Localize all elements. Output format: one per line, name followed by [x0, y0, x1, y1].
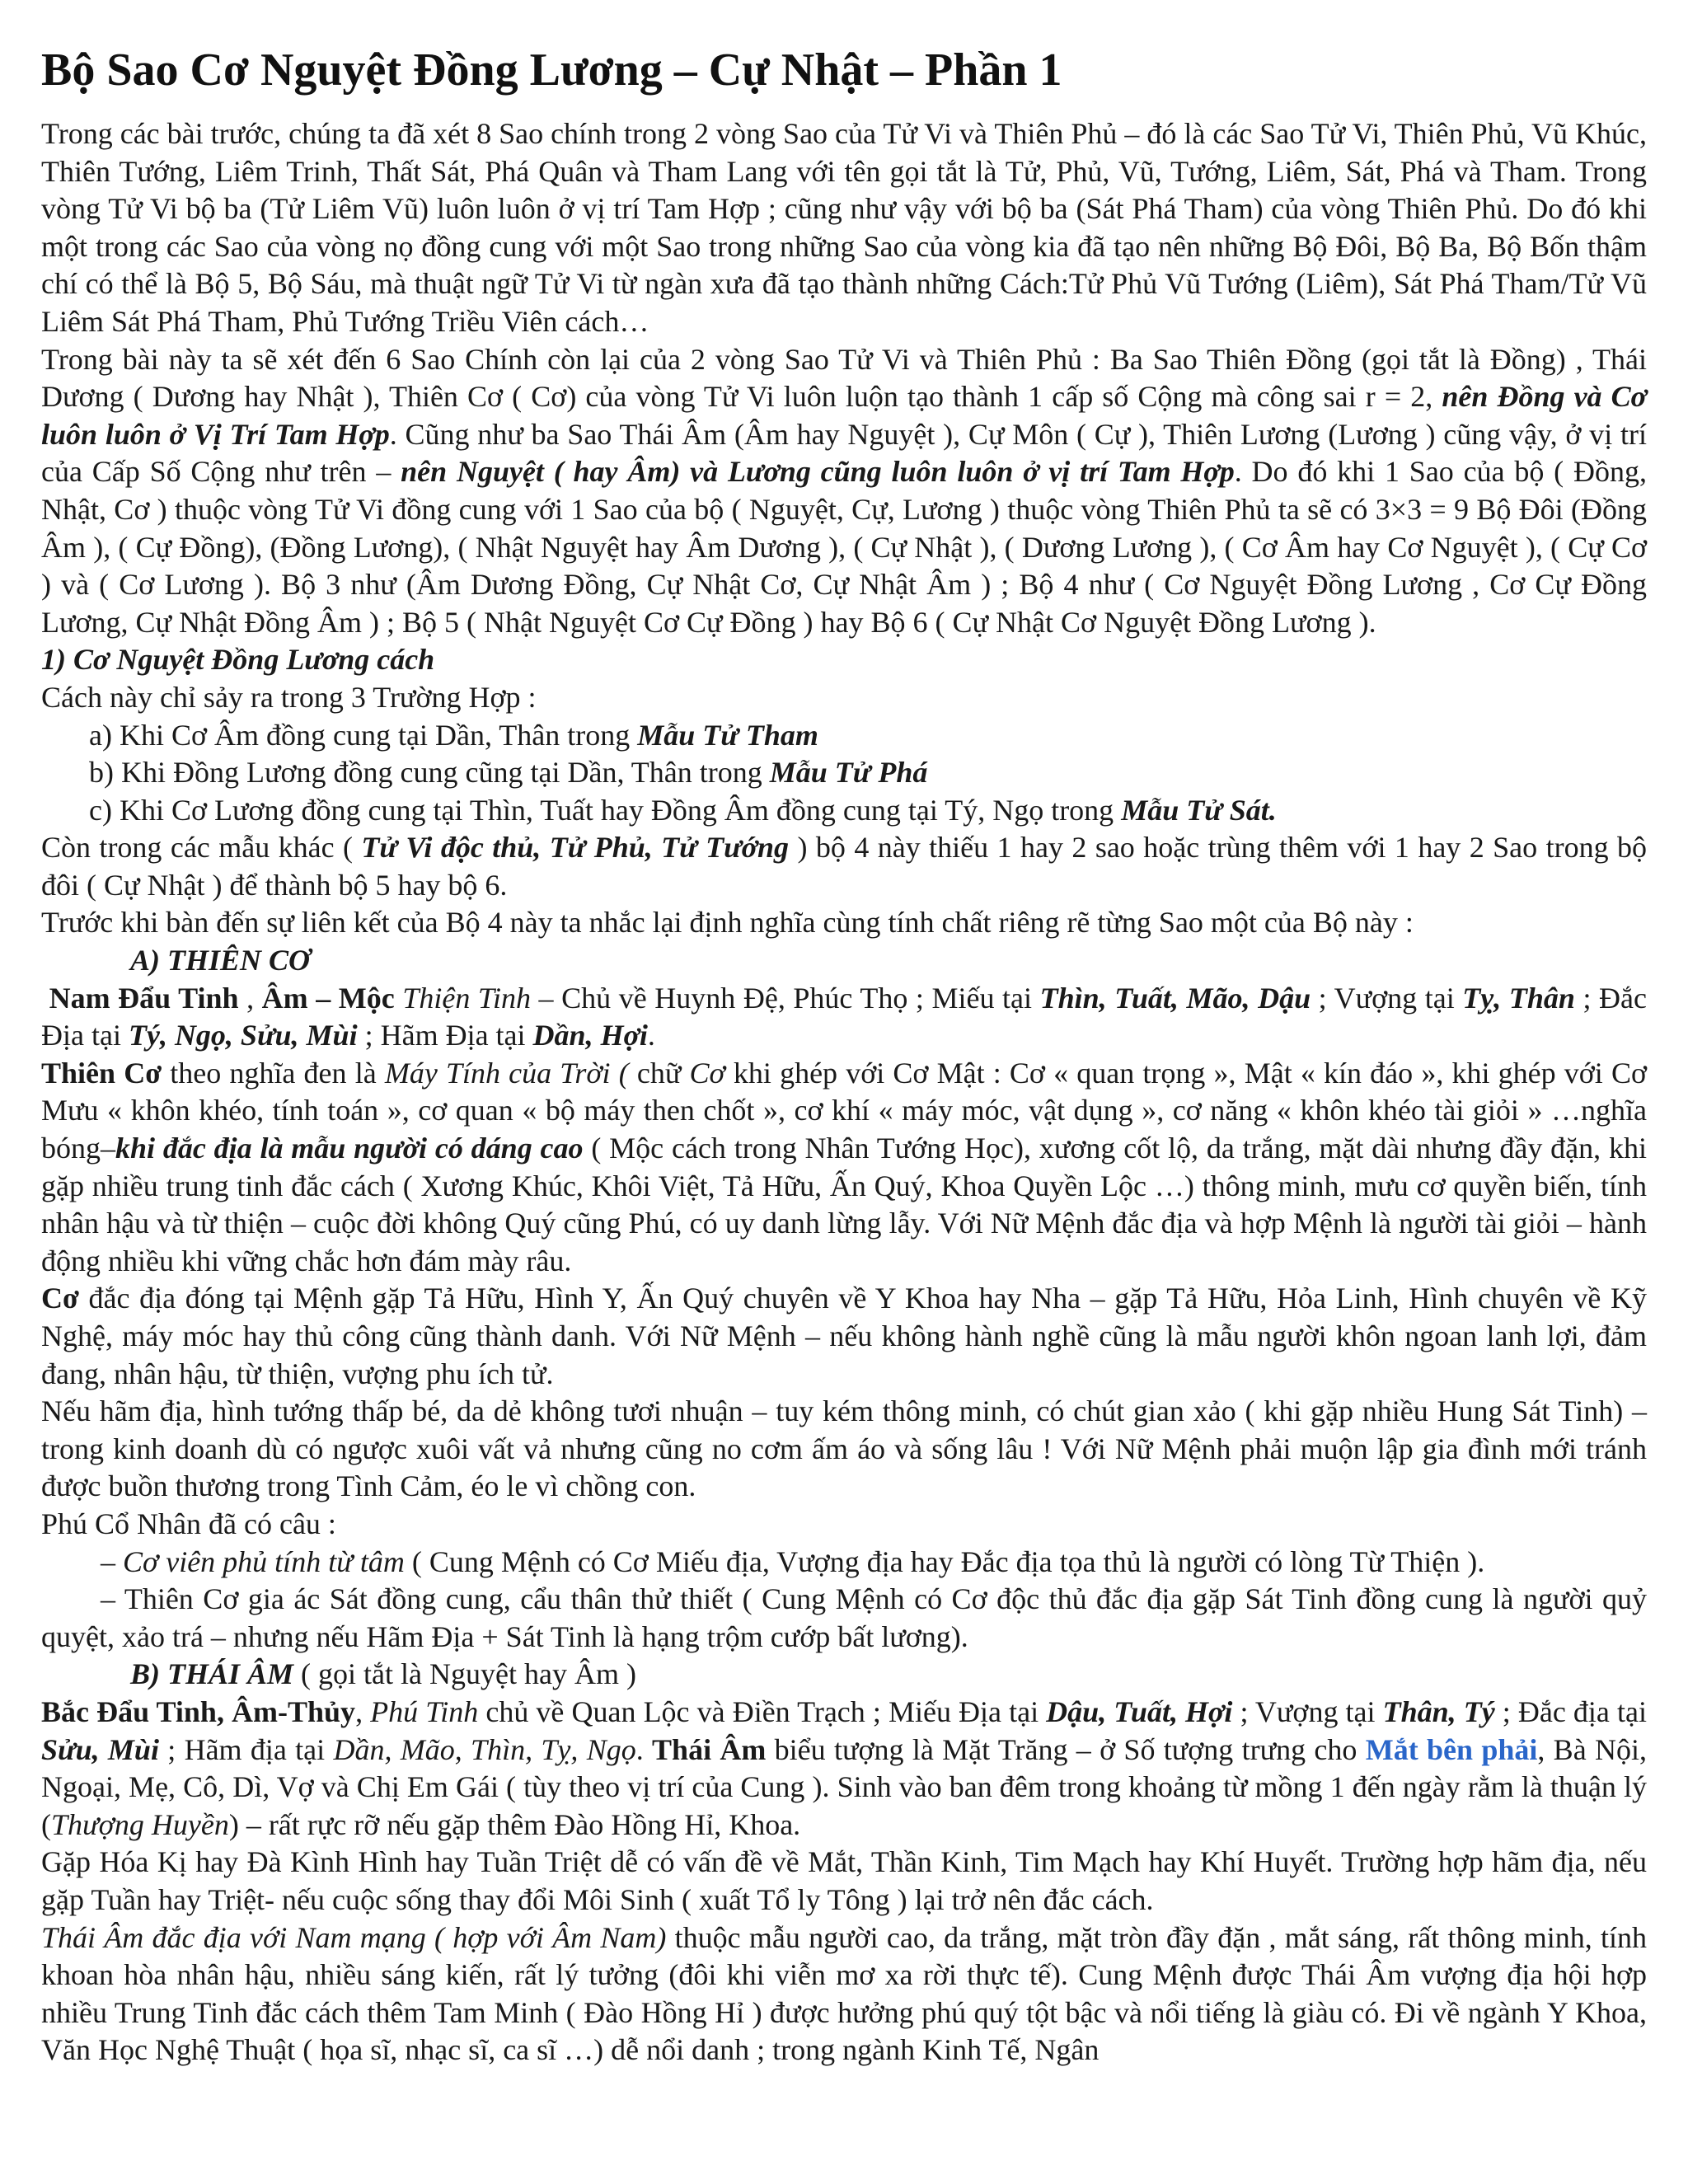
intro-paragraph: Trong các bài trước, chúng ta đã xét 8 Sao chính trong 2 vòng Sao của Tử Vi và Thiên Phủ – đó là các Sao Tử Vi, Thiên Phủ, Vũ Khúc, Thiên Tướng, Liêm Trinh, Thất Sát, Phá Quân và Tham Lang với tên gọi tắt là Tử, Phủ, Vũ, Tướng, Liêm, Sát, Phá và Tham. Trong vòng Tử Vi bộ ba (Tử Liêm Vũ) luôn luôn ở vị trí Tam Hợp ; cũng như vậy với bộ ba (Sát Phá Tham) của vòng Thiên Phủ. Do đó khi một trong các Sao của vòng nọ đồng cung với một Sao trong những Sao của vòng kia đã tạo nên những Bộ Đôi, Bộ Ba, Bộ Bốn thậm chí có thể là Bộ 5, Bộ Sáu, mà thuật ngữ Tử Vi từ ngàn xưa đã tạo thành những Cách:Tử Phủ Vũ Tướng (Liêm), Sát Phá Tham/Tử Vũ Liêm Sát Phá Tham, Phủ Tướng Triều Viên cách…	[41, 117, 1647, 338]
overview-paragraph: Trong bài này ta sẽ xét đến 6 Sao Chính còn lại của 2 vòng Sao Tử Vi và Thiên Phủ : Ba Sao Thiên Đồng (gọi tắt là Đồng) , Thái Dương ( Dương hay Nhật ), Thiên Cơ ( Cơ) của vòng Tử Vi luôn luộn tạo thành 1 cấp số Cộng mà công sai r = 2, nên Đồng và Cơ luôn luôn ở Vị Trí Tam Hợp. Cũng như ba Sao Thái Âm (Âm hay Nguyệt ), Cự Môn ( Cự ), Thiên Lương (Lương ) cũng vậy, ở vị trí của Cấp Số Cộng như trên – nên Nguyệt ( hay Âm) và Lương cũng luôn luôn ở vị trí Tam Hợp. Do đó khi 1 Sao của bộ ( Đồng, Nhật, Cơ ) thuộc vòng Tử Vi đồng cung với 1 Sao của bộ ( Nguyệt, Cự, Lương ) thuộc vòng Thiên Phủ ta sẽ có 3×3 = 9 Bộ Đôi (Đồng Âm ), ( Cự Đồng), (Đồng Lương), ( Nhật Nguyệt hay Âm Dương ), ( Cự Nhật ), ( Dương Lương ), ( Cơ Âm hay Cơ Nguyệt ), ( Cự Cơ ) và ( Cơ Lương ). Bộ 3 như (Âm Dương Đồng, Cự Nhật Cơ, Cự Nhật Âm ) ; Bộ 4 như ( Cơ Nguyệt Đồng Lương , Cơ Cự Đồng Lương, Cự Nhật Đồng Âm ) ; Bộ 5 ( Nhật Nguyệt Cơ Cự Đồng ) hay Bộ 6 ( Cự Nhật Cơ Nguyệt Đồng Lương ).	[41, 342, 1647, 639]
list-item: a) Khi Cơ Âm đồng cung tại Dần, Thân trong Mẫu Tử Tham	[89, 718, 818, 752]
paragraph: Trước khi bàn đến sự liên kết của Bộ 4 này ta nhắc lại định nghĩa cùng tính chất riêng rẽ từng Sao một của Bộ này :	[41, 906, 1414, 940]
highlighted-text: Mắt bên phải	[1365, 1732, 1538, 1766]
list-item: c) Khi Cơ Lương đồng cung tại Thìn, Tuất hay Đồng Âm đồng cung tại Tý, Ngọ trong Mẫu Tử Sát.	[89, 793, 1277, 827]
paragraph: Thái Âm đắc địa với Nam mạng ( hợp với Âm Nam) thuộc mẫu người cao, da trắng, mặt tròn đầy đặn , mắt sáng, rất thông minh, tính khoan hòa nhân hậu, nhiều sáng kiến, rất lý tưởng (đôi khi viễn mơ xa rời thực tế). Cung Mệnh được Thái Âm vượng địa hội hợp nhiều Trung Tinh đắc cách thêm Tam Minh ( Đào Hồng Hỉ ) được hưởng phú quý tột bậc và nổi tiếng là giàu có. Đi về ngành Y Khoa, Văn Học Nghệ Thuật ( họa sĩ, nhạc sĩ, ca sĩ …) dễ nổi danh ; trong ngành Kinh Tế, Ngân	[41, 1920, 1647, 2067]
subsection-heading-a: A) THIÊN CƠ	[130, 944, 311, 977]
paragraph: Phú Cổ Nhân đã có câu :	[41, 1507, 336, 1540]
paragraph: Cơ đắc địa đóng tại Mệnh gặp Tả Hữu, Hình Y, Ấn Quý chuyên về Y Khoa hay Nha – gặp Tả Hữu, Hỏa Linh, Hình chuyên về Kỹ Nghệ, máy móc hay thủ công cũng thành danh. Với Nữ Mệnh – nếu không hành nghề cũng là mẫu người khôn ngoan lanh lợi, đảm đang, nhân hậu, từ thiện, vượng phu ích tử.	[41, 1282, 1647, 1390]
star-definition-paragraph: Bắc Đẩu Tinh, Âm-Thủy, Phú Tinh chủ về Quan Lộc và Điền Trạch ; Miếu Địa tại Dậu, Tuất, Hợi ; Vượng tại Thân, Tý ; Đắc địa tại Sửu, Mùi ; Hãm địa tại Dần, Mão, Thìn, Tỵ, Ngọ. Thái Âm biểu tượng là Mặt Trăng – ở Số tượng trưng cho Mắt bên phải, Bà Nội, Ngoại, Mẹ, Cô, Dì, Vợ và Chị Em Gái ( tùy theo vị trí của Cung ). Sinh vào ban đêm trong khoảng từ mồng 1 đến ngày rằm là thuận lý (Thượng Huyền) – rất rực rỡ nếu gặp thêm Đào Hồng Hỉ, Khoa.	[41, 1694, 1647, 1841]
cases-intro: Cách này chỉ sảy ra trong 3 Trường Hợp :	[41, 680, 537, 714]
quote-line: – Thiên Cơ gia ác Sát đồng cung, cẩu thân thử thiết ( Cung Mệnh có Cơ độc thủ đắc địa gặp Sát Tinh đồng cung là người quỷ quyệt, xảo trá – nhưng nếu Hãm Địa + Sát Tinh là hạng trộm cướp bất lương).	[41, 1582, 1647, 1653]
section-heading: 1) Cơ Nguyệt Đồng Lương cách	[41, 643, 435, 677]
quote-line: – Cơ viên phủ tính từ tâm ( Cung Mệnh có Cơ Miếu địa, Vượng địa hay Đắc địa tọa thủ là người có lòng Từ Thiện ).	[101, 1544, 1485, 1578]
emphasis-text: nên Nguyệt ( hay Âm) và Lương cũng luôn luôn ở vị trí Tam Hợp	[401, 455, 1235, 489]
star-definition-paragraph: Nam Đẩu Tinh , Âm – Mộc Thiện Tinh – Chủ về Huynh Đệ, Phúc Thọ ; Miếu tại Thìn, Tuất, Mão, Dậu ; Vượng tại Tỵ, Thân ; Đắc Địa tại Tý, Ngọ, Sửu, Mùi ; Hãm Địa tại Dần, Hợi.	[41, 981, 1648, 1052]
page-title: Bộ Sao Cơ Nguyệt Đồng Lương – Cự Nhật – Phần 1	[41, 45, 1062, 96]
subsection-heading-b: B) THÁI ÂM ( gọi tắt là Nguyệt hay Âm )	[130, 1657, 636, 1691]
paragraph: Thiên Cơ theo nghĩa đen là Máy Tính của Trời ( chữ Cơ khi ghép với Cơ Mật : Cơ « quan trọng », Mật « kín đáo », khi ghép với Cơ Mưu « khôn khéo, tính toán », cơ quan « bộ máy then chốt », cơ khí « máy móc, vật dụng », cơ năng « khôn khéo tài giỏi » …nghĩa bóng–khi đắc địa là mẫu người có dáng cao ( Mộc cách trong Nhân Tướng Học), xương cốt lộ, da trắng, mặt dài nhưng đầy đặn, khi gặp nhiều trung tinh đắc cách ( Xương Khúc, Khôi Việt, Tả Hữu, Ấn Quý, Khoa Quyền Lộc …) thông minh, mưu cơ quyền biến, tính nhân hậu và từ thiện – cuộc đời không Quý cũng Phú, có uy danh lừng lẫy. Với Nữ Mệnh đắc địa và hợp Mệnh là người tài giỏi – hành động nhiều khi vững chắc hơn đám mày râu.	[41, 1056, 1648, 1277]
paragraph: Gặp Hóa Kị hay Đà Kình Hình hay Tuần Triệt dễ có vấn đề về Mắt, Thần Kinh, Tim Mạch hay Khí Huyết. Trường hợp hãm địa, nếu gặp Tuần hay Triệt- nếu cuộc sống thay đổi Môi Sinh ( xuất Tổ ly Tông ) lại trở nên đắc cách.	[41, 1845, 1647, 1916]
list-item: b) Khi Đồng Lương đồng cung cũng tại Dần, Thân trong Mẫu Tử Phá	[89, 756, 928, 790]
paragraph: Nếu hãm địa, hình tướng thấp bé, da dẻ không tươi nhuận – tuy kém thông minh, có chút gian xảo ( khi gặp nhiều Hung Sát Tinh) – trong kinh doanh dù có ngược xuôi vất vả nhưng cũng no cơm ấm áo và sống lâu ! Với Nữ Mệnh phải muộn lập gia đình mới tránh được buồn thương trong Tình Cảm, éo le vì chồng con.	[41, 1394, 1647, 1503]
emphasis-text: nên Đồng và Cơ luôn luôn ở Vị Trí Tam Hợp	[41, 380, 1647, 451]
paragraph: Còn trong các mẫu khác ( Tử Vi độc thủ, Tử Phủ, Tử Tướng ) bộ 4 này thiếu 1 hay 2 sao hoặc trùng thêm với 1 hay 2 Sao trong bộ đôi ( Cự Nhật ) để thành bộ 5 hay bộ 6.	[41, 831, 1647, 902]
